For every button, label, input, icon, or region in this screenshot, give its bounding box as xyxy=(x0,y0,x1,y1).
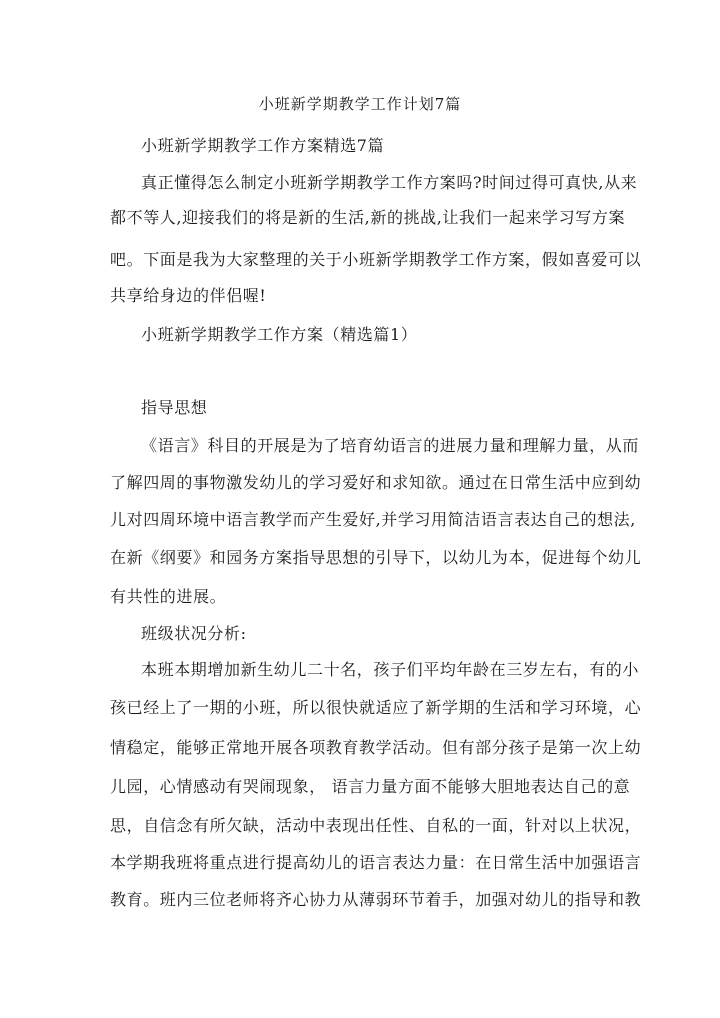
class-line: 孩已经上了一期的小班，所以很快就适应了新学期的生活和学习环境，心 xyxy=(110,698,642,717)
guiding-line: 了解四周的事物激发幼儿的学习爱好和求知欲。通过在日常生活中应到幼 xyxy=(110,473,642,492)
class-line: 本班本期增加新生幼儿二十名，孩子们平均年龄在三岁左右，有的小 xyxy=(141,660,640,679)
class-line: 本学期我班将重点进行提高幼儿的语言表达力量：在日常生活中加强语言 xyxy=(110,853,642,872)
class-heading: 班级状况分析: xyxy=(141,624,247,643)
intro-line: 都不等人,迎接我们的将是新的生活,新的挑战,让我们一起来学习写方案 xyxy=(110,208,626,227)
intro-line: 吧。下面是我为大家整理的关于小班新学期教学工作方案，假如喜爱可以 xyxy=(110,250,642,269)
intro-line: 共享给身边的伴侣喔! xyxy=(110,286,267,305)
section-heading: 小班新学期教学工作方案（精选篇1） xyxy=(141,325,418,344)
document-subtitle: 小班新学期教学工作方案精选7篇 xyxy=(141,136,385,155)
guiding-heading: 指导思想 xyxy=(141,398,208,417)
class-line: 情稳定，能够正常地开展各项教育教学活动。但有部分孩子是第一次上幼 xyxy=(110,738,642,757)
guiding-line: 在新《纲要》和园务方案指导思想的引导下，以幼儿为本，促进每个幼儿 xyxy=(110,548,642,567)
guiding-line: 《语言》科目的开展是为了培育幼语言的进展力量和理解力量，从而 xyxy=(141,436,640,455)
class-line: 儿园，心情感动有哭闹现象， 语言力量方面不能够大胆地表达自己的意 xyxy=(110,777,631,796)
class-line: 教育。班内三位老师将齐心协力从薄弱环节着手，加强对幼儿的指导和教 xyxy=(110,890,642,909)
class-line: 思，自信念有所欠缺，活动中表现出任性、自私的一面，针对以上状况， xyxy=(110,816,642,835)
document-title: 小班新学期教学工作计划7篇 xyxy=(258,95,462,113)
guiding-line: 有共性的进展。 xyxy=(110,587,227,606)
intro-line: 真正懂得怎么制定小班新学期教学工作方案吗?时间过得可真快,从来 xyxy=(141,173,638,192)
guiding-line: 儿对四周环境中语言教学而产生爱好,并学习用简洁语言表达自己的想法, xyxy=(110,510,636,529)
